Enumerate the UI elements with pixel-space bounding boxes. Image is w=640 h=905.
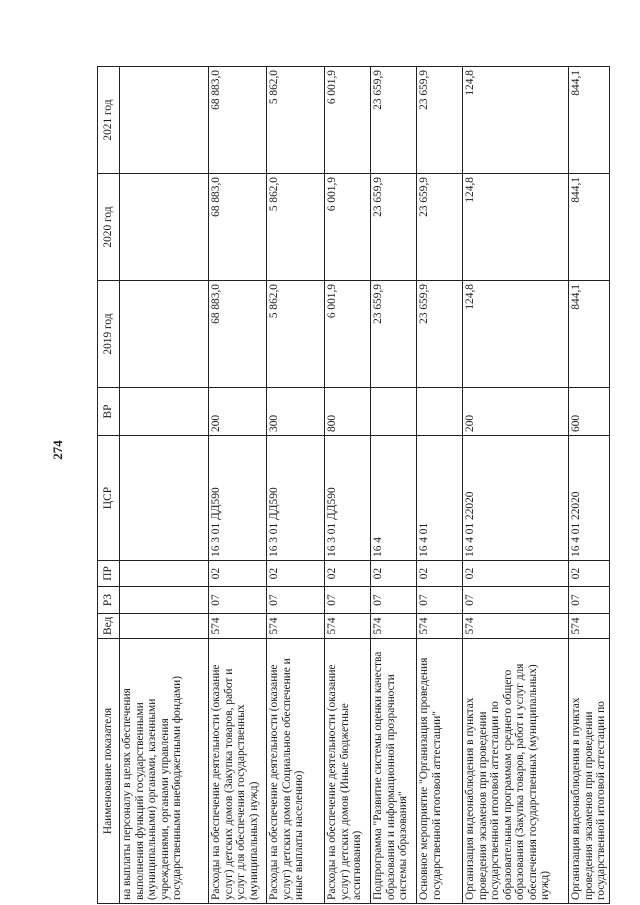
- header-vr: ВР: [98, 388, 120, 436]
- cell-2021: 844,1: [569, 67, 610, 174]
- table-row: [267, 67, 325, 904]
- cell-pr: 02: [463, 561, 569, 587]
- page-number: 274: [50, 440, 65, 460]
- cell-2021: 6 001,9: [325, 67, 371, 174]
- cell-rz: 07: [325, 587, 371, 614]
- cell-2019: 23 659,9: [417, 281, 463, 388]
- cell-2019: 844,1: [569, 281, 610, 388]
- cell-2021: 23 659,9: [371, 67, 417, 174]
- cell-2021: [120, 67, 209, 174]
- cell-2020: 5 862,0: [267, 174, 325, 281]
- cell-rz: 07: [267, 587, 325, 614]
- cell-vr: 800: [325, 388, 371, 436]
- cell-ved: 574: [569, 614, 610, 639]
- cell-ved: 574: [209, 614, 267, 639]
- cell-csr: 16 4 01: [417, 436, 463, 561]
- cell-ved: 574: [267, 614, 325, 639]
- cell-csr: 16 3 01 ДД590: [325, 436, 371, 561]
- cell-pr: 02: [209, 561, 267, 587]
- cell-ved: [120, 614, 209, 639]
- cell-2021: 5 862,0: [267, 67, 325, 174]
- cell-vr: 300: [267, 388, 325, 436]
- cell-ved: 574: [371, 614, 417, 639]
- cell-2019: 68 883,0: [209, 281, 267, 388]
- table-row: [325, 67, 371, 904]
- cell-ved: 574: [463, 614, 569, 639]
- cell-csr: 16 3 01 ДД590: [267, 436, 325, 561]
- cell-2021: 23 659,9: [417, 67, 463, 174]
- cell-rz: 07: [417, 587, 463, 614]
- cell-pr: 02: [569, 561, 610, 587]
- cell-2020: 124,8: [463, 174, 569, 281]
- cell-2020: 23 659,9: [417, 174, 463, 281]
- cell-pr: 02: [325, 561, 371, 587]
- header-2020: 2020 год: [98, 174, 120, 281]
- cell-vr: 200: [463, 388, 569, 436]
- cell-rz: 07: [209, 587, 267, 614]
- cell-name: Организация видеонаблюдения в пунктах проведения экзаменов при проведении государственной итоговой аттестации по: [569, 639, 610, 904]
- cell-pr: 02: [417, 561, 463, 587]
- cell-name: Основное мероприятие "Организация проведения государственной итоговой аттестации": [417, 639, 463, 904]
- cell-2021: 68 883,0: [209, 67, 267, 174]
- cell-2019: 124,8: [463, 281, 569, 388]
- cell-vr: [417, 388, 463, 436]
- cell-rz: 07: [463, 587, 569, 614]
- cell-csr: 16 4 01 22020: [463, 436, 569, 561]
- cell-2020: [120, 174, 209, 281]
- table-row: [120, 67, 209, 904]
- cell-vr: 200: [209, 388, 267, 436]
- table-row: [417, 67, 463, 904]
- header-csr: ЦСР: [98, 436, 120, 561]
- table-header-row: [98, 67, 120, 904]
- table-row: [463, 67, 569, 904]
- cell-2019: 5 862,0: [267, 281, 325, 388]
- cell-name: на выплаты персоналу в целях обеспечения выполнения функций государственными (муниципальными) органами, казенными учреждениями, органами управления государственными внебюджетными фондами): [120, 639, 209, 904]
- budget-table: [97, 66, 610, 904]
- cell-2021: 124,8: [463, 67, 569, 174]
- cell-csr: 16 3 01 ДД590: [209, 436, 267, 561]
- cell-pr: 02: [371, 561, 417, 587]
- cell-ved: 574: [325, 614, 371, 639]
- cell-ved: 574: [417, 614, 463, 639]
- cell-csr: 16 4: [371, 436, 417, 561]
- cell-vr: [371, 388, 417, 436]
- header-name: Наименование показателя: [98, 639, 120, 904]
- cell-vr: [120, 388, 209, 436]
- cell-csr: [120, 436, 209, 561]
- header-2021: 2021 год: [98, 67, 120, 174]
- cell-name: Расходы на обеспечение деятельности (оказание услуг) детских домов (Иные бюджетные ассигнования): [325, 639, 371, 904]
- cell-2019: [120, 281, 209, 388]
- cell-2020: 6 001,9: [325, 174, 371, 281]
- cell-vr: 600: [569, 388, 610, 436]
- cell-name: Расходы на обеспечение деятельности (оказание услуг) детских домов (Закупка товаров, работ и услуг для обеспечения государственных (муниципальных) нужд): [209, 639, 267, 904]
- cell-rz: 07: [569, 587, 610, 614]
- cell-rz: 07: [371, 587, 417, 614]
- cell-2020: 844,1: [569, 174, 610, 281]
- rotated-page: [97, 67, 613, 904]
- cell-pr: [120, 561, 209, 587]
- header-ved: Вед: [98, 614, 120, 639]
- table-row: [371, 67, 417, 904]
- cell-2020: 23 659,9: [371, 174, 417, 281]
- header-pr: ПР: [98, 561, 120, 587]
- cell-pr: 02: [267, 561, 325, 587]
- table-row: [209, 67, 267, 904]
- cell-name: Расходы на обеспечение деятельности (оказание услуг) детских домов (Социальное обеспечение и иные выплаты населению): [267, 639, 325, 904]
- header-rz: РЗ: [98, 587, 120, 614]
- table-row: [569, 67, 610, 904]
- cell-2019: 23 659,9: [371, 281, 417, 388]
- cell-csr: 16 4 01 22020: [569, 436, 610, 561]
- header-2019: 2019 год: [98, 281, 120, 388]
- cell-rz: [120, 587, 209, 614]
- cell-name: Организация видеонаблюдения в пунктах проведения экзаменов при проведении государственной итоговой аттестации по образовательным программам среднего общего образования (Закупка товаров, работ и услуг для обеспечения государственных (муниципальных) нужд): [463, 639, 569, 904]
- cell-2020: 68 883,0: [209, 174, 267, 281]
- cell-name: Подпрограмма "Развитие системы оценки качества образования и информационной прозрачности системы образования": [371, 639, 417, 904]
- cell-2019: 6 001,9: [325, 281, 371, 388]
